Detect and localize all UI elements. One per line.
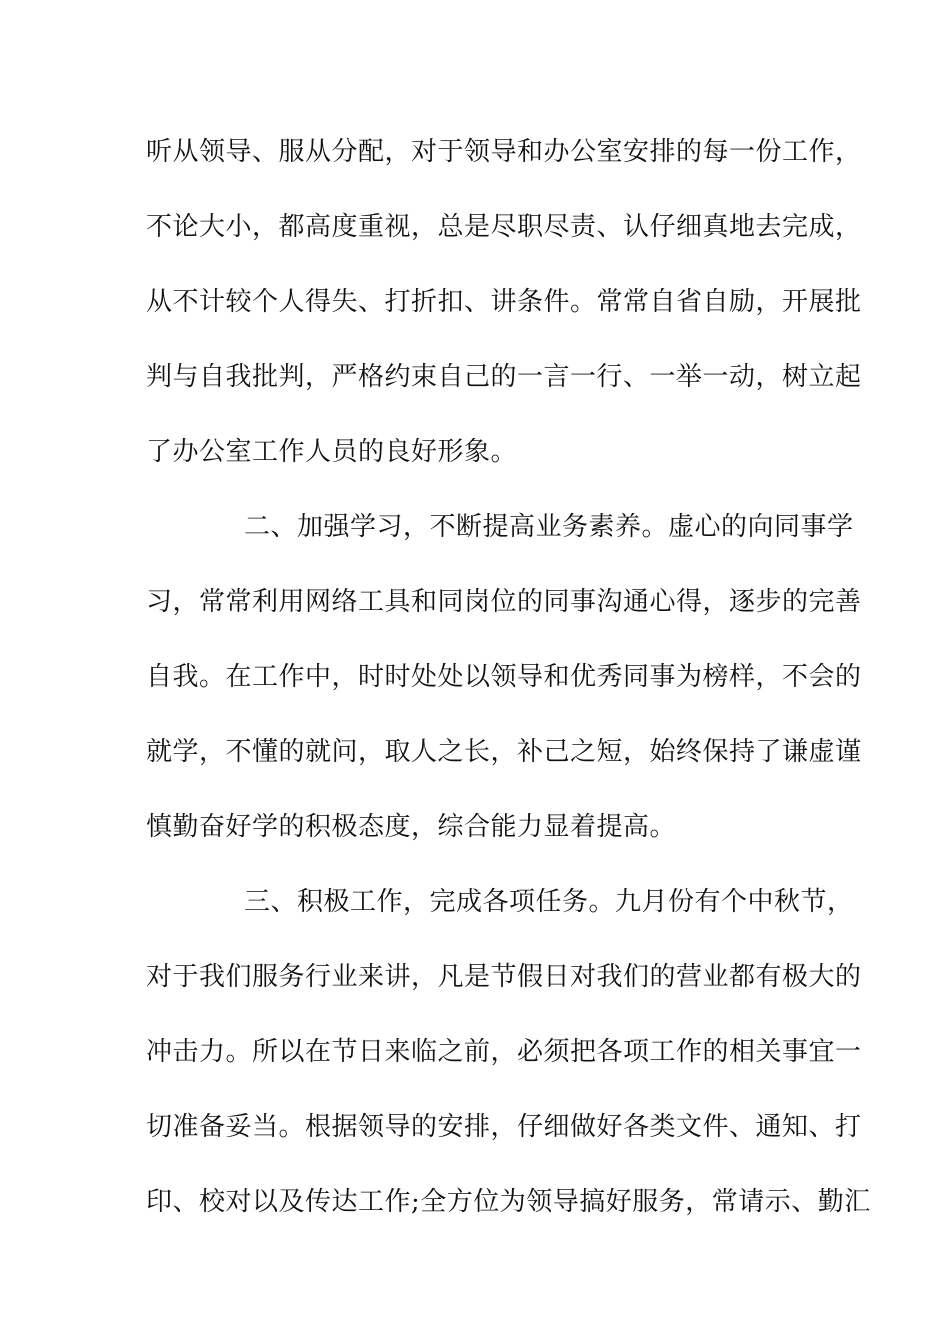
text-line: 从不计较个人得失、打折扣、讲条件。常常自省自励，开展批 bbox=[146, 287, 862, 317]
paragraph-heading-line: 三、积极工作，完成各项任务。九月份有个中秋节， bbox=[244, 887, 854, 917]
text-line: 印、校对以及传达工作;全方位为领导搞好服务，常请示、勤汇 bbox=[146, 1187, 871, 1217]
text-line: 冲击力。所以在节日来临之前，必须把各项工作的相关事宜一 bbox=[146, 1037, 862, 1067]
text-line: 判与自我批判，严格约束自己的一言一行、一举一动，树立起 bbox=[146, 362, 862, 392]
text-line: 听从领导、服从分配，对于领导和办公室安排的每一份工作， bbox=[146, 137, 862, 167]
text-line: 习，常常利用网络工具和同岗位的同事沟通心得，逐步的完善 bbox=[146, 587, 862, 617]
text-line: 自我。在工作中，时时处处以领导和优秀同事为榜样，不会的 bbox=[146, 662, 862, 692]
text-line: 不论大小，都高度重视，总是尽职尽责、认仔细真地去完成， bbox=[146, 212, 862, 242]
text-line: 了办公室工作人员的良好形象。 bbox=[146, 437, 518, 467]
text-line: 就学，不懂的就问，取人之长，补己之短，始终保持了谦虚谨 bbox=[146, 737, 862, 767]
text-line: 慎勤奋好学的积极态度，综合能力显着提高。 bbox=[146, 812, 677, 842]
paragraph-heading-line: 二、加强学习，不断提高业务素养。虚心的向同事学 bbox=[244, 512, 854, 542]
text-line: 对于我们服务行业来讲，凡是节假日对我们的营业都有极大的 bbox=[146, 962, 862, 992]
text-line: 切准备妥当。根据领导的安排，仔细做好各类文件、通知、打 bbox=[146, 1112, 862, 1142]
